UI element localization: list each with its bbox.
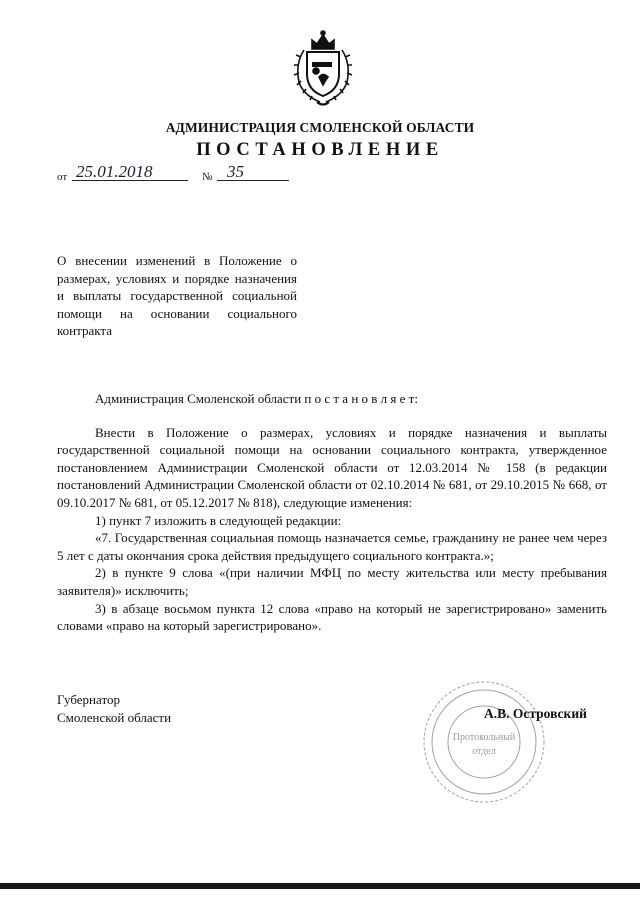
document-subject: О внесении изменений в Положение о размерах, условиях и порядке назначения и выплаты государственной социальной помощи на основании социального контракта	[57, 253, 297, 339]
handwritten-date: 25.01.2018	[72, 163, 188, 181]
number-sign-label: №	[202, 171, 213, 183]
document-type-title: ПОСТАНОВЛЕНИЕ	[196, 140, 444, 160]
body-paragraph-item-7-text: «7. Государственная социальная помощь назначается семье, гражданину не ранее чем через 5 лет с даты окончания срока действия предыдущего социального контракта.»;	[57, 530, 607, 563]
handwritten-number: 35	[217, 163, 289, 181]
stamp-text-line-1: Протокольный	[452, 732, 516, 743]
signatory-name: А.В. Островский	[484, 706, 587, 721]
scan-edge-bar	[0, 883, 640, 889]
body-paragraph-item-2: 2) в пункте 9 слова «(при наличии МФЦ по месту жительства или месту пребывания заявителя)» исключить;	[57, 565, 607, 598]
document-body	[57, 390, 607, 635]
stamp-text-line-2: отдел	[472, 746, 496, 757]
signatory-role-line-2: Смоленской области	[57, 709, 172, 725]
round-stamp	[420, 678, 548, 806]
org-title: АДМИНИСТРАЦИЯ СМОЛЕНСКОЙ ОБЛАСТИ	[165, 120, 475, 135]
body-paragraph-item-3: 3) в абзаце восьмом пункта 12 слова «право на который не зарегистрировано» заменить словами «право на который зарегистрировано».	[57, 600, 607, 634]
date-prefix-label: от	[57, 171, 68, 183]
resolution-intro: Администрация Смоленской области п о с т а н о в л я е т:	[95, 391, 418, 406]
signatory-role	[57, 691, 171, 726]
body-paragraph-item-1: 1) пункт 7 изложить в следующей редакции:	[95, 512, 342, 528]
coat-of-arms-icon	[290, 30, 356, 110]
date-number-line	[57, 163, 297, 187]
signatory-role-line-1: Губернатор	[57, 692, 120, 707]
body-paragraph-main: Внести в Положение о размерах, условиях и порядке назначения и выплаты государственной социальной помощи на основании социального контракта, утвержденное постановлением Администрации Смоленской области от 12.03.2014 № 158 (в редакции постановлений Администрации Смоленской области от 02.10.2014 № 681, от 29.10.2015 № 668, от 09.10.2017 № 681, от 05.12.2017 № 818), следующие изменения:	[57, 424, 607, 510]
